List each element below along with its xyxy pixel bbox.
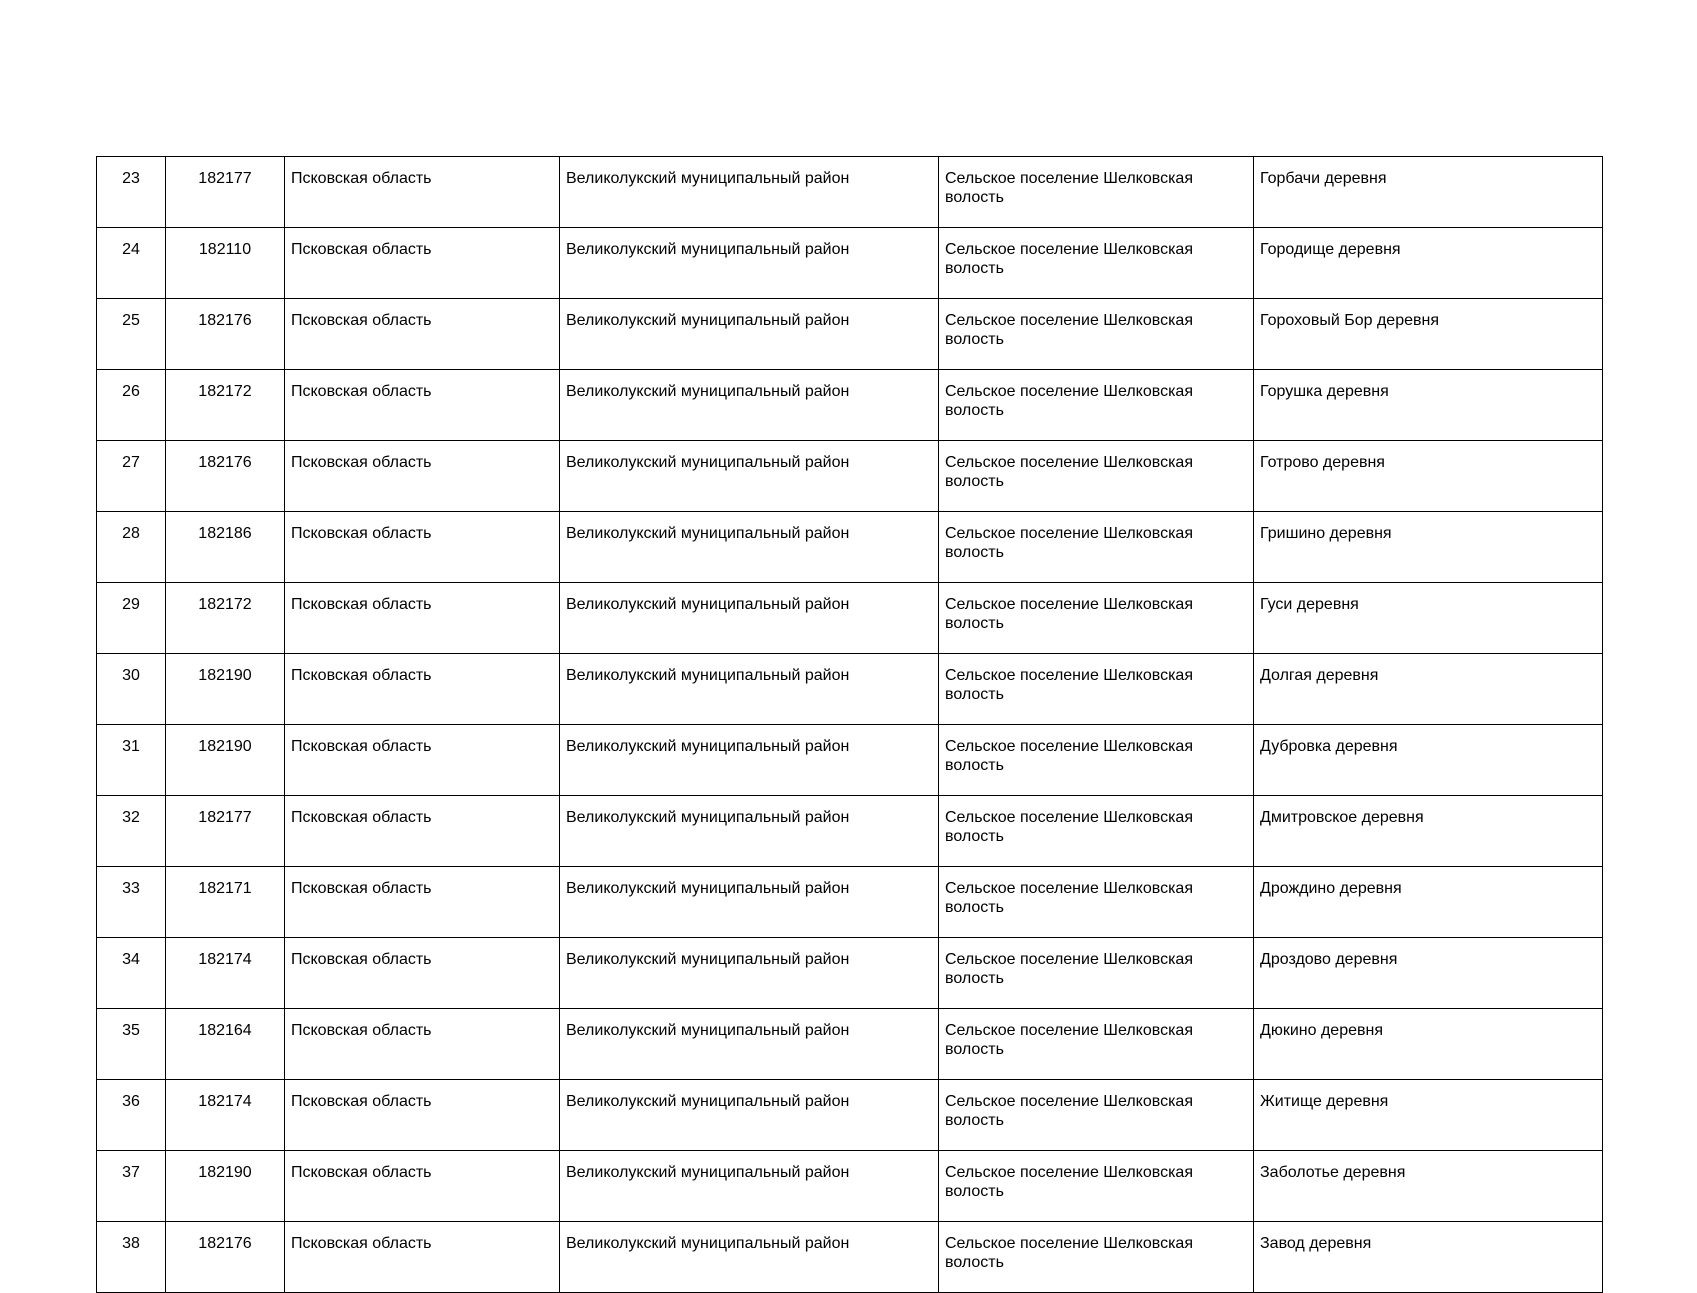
locality-cell: Городище деревня	[1254, 228, 1603, 299]
district-cell: Великолукский муниципальный район	[560, 1222, 939, 1293]
postal-code-cell: 182172	[166, 370, 285, 441]
district-cell: Великолукский муниципальный район	[560, 938, 939, 1009]
postal-code-cell: 182186	[166, 512, 285, 583]
region-cell: Псковская область	[285, 938, 560, 1009]
settlement-cell: Сельское поселение Шелковская волость	[939, 512, 1254, 583]
row-number-cell: 26	[97, 370, 166, 441]
district-cell: Великолукский муниципальный район	[560, 654, 939, 725]
table-row	[97, 725, 1603, 796]
postal-code-cell: 182176	[166, 441, 285, 512]
locality-cell: Гуси деревня	[1254, 583, 1603, 654]
settlement-cell: Сельское поселение Шелковская волость	[939, 228, 1254, 299]
locality-cell: Завод деревня	[1254, 1222, 1603, 1293]
row-number-cell: 28	[97, 512, 166, 583]
region-cell: Псковская область	[285, 1151, 560, 1222]
table-row	[97, 938, 1603, 1009]
postal-code-cell: 182190	[166, 654, 285, 725]
row-number-cell: 25	[97, 299, 166, 370]
locality-cell: Долгая деревня	[1254, 654, 1603, 725]
table-body	[97, 157, 1603, 1293]
row-number-cell: 34	[97, 938, 166, 1009]
postal-code-cell: 182176	[166, 299, 285, 370]
settlements-table	[96, 156, 1603, 1293]
locality-cell: Горбачи деревня	[1254, 157, 1603, 228]
row-number-cell: 27	[97, 441, 166, 512]
district-cell: Великолукский муниципальный район	[560, 1151, 939, 1222]
table-row	[97, 228, 1603, 299]
postal-code-cell: 182176	[166, 1222, 285, 1293]
locality-cell: Гришино деревня	[1254, 512, 1603, 583]
table-row	[97, 583, 1603, 654]
table-row	[97, 796, 1603, 867]
settlement-cell: Сельское поселение Шелковская волость	[939, 867, 1254, 938]
settlement-cell: Сельское поселение Шелковская волость	[939, 299, 1254, 370]
table-row	[97, 1009, 1603, 1080]
settlement-cell: Сельское поселение Шелковская волость	[939, 370, 1254, 441]
district-cell: Великолукский муниципальный район	[560, 867, 939, 938]
postal-code-cell: 182164	[166, 1009, 285, 1080]
locality-cell: Дубровка деревня	[1254, 725, 1603, 796]
settlement-cell: Сельское поселение Шелковская волость	[939, 796, 1254, 867]
row-number-cell: 31	[97, 725, 166, 796]
region-cell: Псковская область	[285, 512, 560, 583]
locality-cell: Дроздово деревня	[1254, 938, 1603, 1009]
district-cell: Великолукский муниципальный район	[560, 1080, 939, 1151]
row-number-cell: 35	[97, 1009, 166, 1080]
locality-cell: Заболотье деревня	[1254, 1151, 1603, 1222]
table-row	[97, 867, 1603, 938]
locality-cell: Дюкино деревня	[1254, 1009, 1603, 1080]
district-cell: Великолукский муниципальный район	[560, 512, 939, 583]
settlement-cell: Сельское поселение Шелковская волость	[939, 583, 1254, 654]
region-cell: Псковская область	[285, 654, 560, 725]
table-row	[97, 370, 1603, 441]
row-number-cell: 24	[97, 228, 166, 299]
postal-code-cell: 182177	[166, 796, 285, 867]
district-cell: Великолукский муниципальный район	[560, 796, 939, 867]
region-cell: Псковская область	[285, 1222, 560, 1293]
district-cell: Великолукский муниципальный район	[560, 725, 939, 796]
postal-code-cell: 182110	[166, 228, 285, 299]
settlement-cell: Сельское поселение Шелковская волость	[939, 441, 1254, 512]
row-number-cell: 29	[97, 583, 166, 654]
locality-cell: Дмитровское деревня	[1254, 796, 1603, 867]
row-number-cell: 38	[97, 1222, 166, 1293]
region-cell: Псковская область	[285, 299, 560, 370]
locality-cell: Гороховый Бор деревня	[1254, 299, 1603, 370]
settlement-cell: Сельское поселение Шелковская волость	[939, 1009, 1254, 1080]
postal-code-cell: 182190	[166, 725, 285, 796]
district-cell: Великолукский муниципальный район	[560, 370, 939, 441]
table-row	[97, 1222, 1603, 1293]
settlement-cell: Сельское поселение Шелковская волость	[939, 157, 1254, 228]
district-cell: Великолукский муниципальный район	[560, 583, 939, 654]
district-cell: Великолукский муниципальный район	[560, 441, 939, 512]
district-cell: Великолукский муниципальный район	[560, 228, 939, 299]
table-row	[97, 441, 1603, 512]
locality-cell: Дрождино деревня	[1254, 867, 1603, 938]
postal-code-cell: 182174	[166, 938, 285, 1009]
row-number-cell: 23	[97, 157, 166, 228]
settlement-cell: Сельское поселение Шелковская волость	[939, 938, 1254, 1009]
table-row	[97, 299, 1603, 370]
table-row	[97, 157, 1603, 228]
settlement-cell: Сельское поселение Шелковская волость	[939, 725, 1254, 796]
region-cell: Псковская область	[285, 157, 560, 228]
row-number-cell: 36	[97, 1080, 166, 1151]
locality-cell: Готрово деревня	[1254, 441, 1603, 512]
table-row	[97, 512, 1603, 583]
row-number-cell: 30	[97, 654, 166, 725]
postal-code-cell: 182177	[166, 157, 285, 228]
region-cell: Псковская область	[285, 370, 560, 441]
region-cell: Псковская область	[285, 583, 560, 654]
locality-cell: Житище деревня	[1254, 1080, 1603, 1151]
postal-code-cell: 182171	[166, 867, 285, 938]
region-cell: Псковская область	[285, 796, 560, 867]
settlement-cell: Сельское поселение Шелковская волость	[939, 1080, 1254, 1151]
region-cell: Псковская область	[285, 867, 560, 938]
region-cell: Псковская область	[285, 228, 560, 299]
table-row	[97, 1151, 1603, 1222]
table-row	[97, 1080, 1603, 1151]
settlement-cell: Сельское поселение Шелковская волость	[939, 1222, 1254, 1293]
region-cell: Псковская область	[285, 725, 560, 796]
postal-code-cell: 182174	[166, 1080, 285, 1151]
region-cell: Псковская область	[285, 1009, 560, 1080]
postal-code-cell: 182172	[166, 583, 285, 654]
settlement-cell: Сельское поселение Шелковская волость	[939, 654, 1254, 725]
district-cell: Великолукский муниципальный район	[560, 299, 939, 370]
postal-code-cell: 182190	[166, 1151, 285, 1222]
locality-cell: Горушка деревня	[1254, 370, 1603, 441]
region-cell: Псковская область	[285, 441, 560, 512]
district-cell: Великолукский муниципальный район	[560, 157, 939, 228]
row-number-cell: 32	[97, 796, 166, 867]
district-cell: Великолукский муниципальный район	[560, 1009, 939, 1080]
settlement-cell: Сельское поселение Шелковская волость	[939, 1151, 1254, 1222]
table-row	[97, 654, 1603, 725]
region-cell: Псковская область	[285, 1080, 560, 1151]
row-number-cell: 33	[97, 867, 166, 938]
row-number-cell: 37	[97, 1151, 166, 1222]
